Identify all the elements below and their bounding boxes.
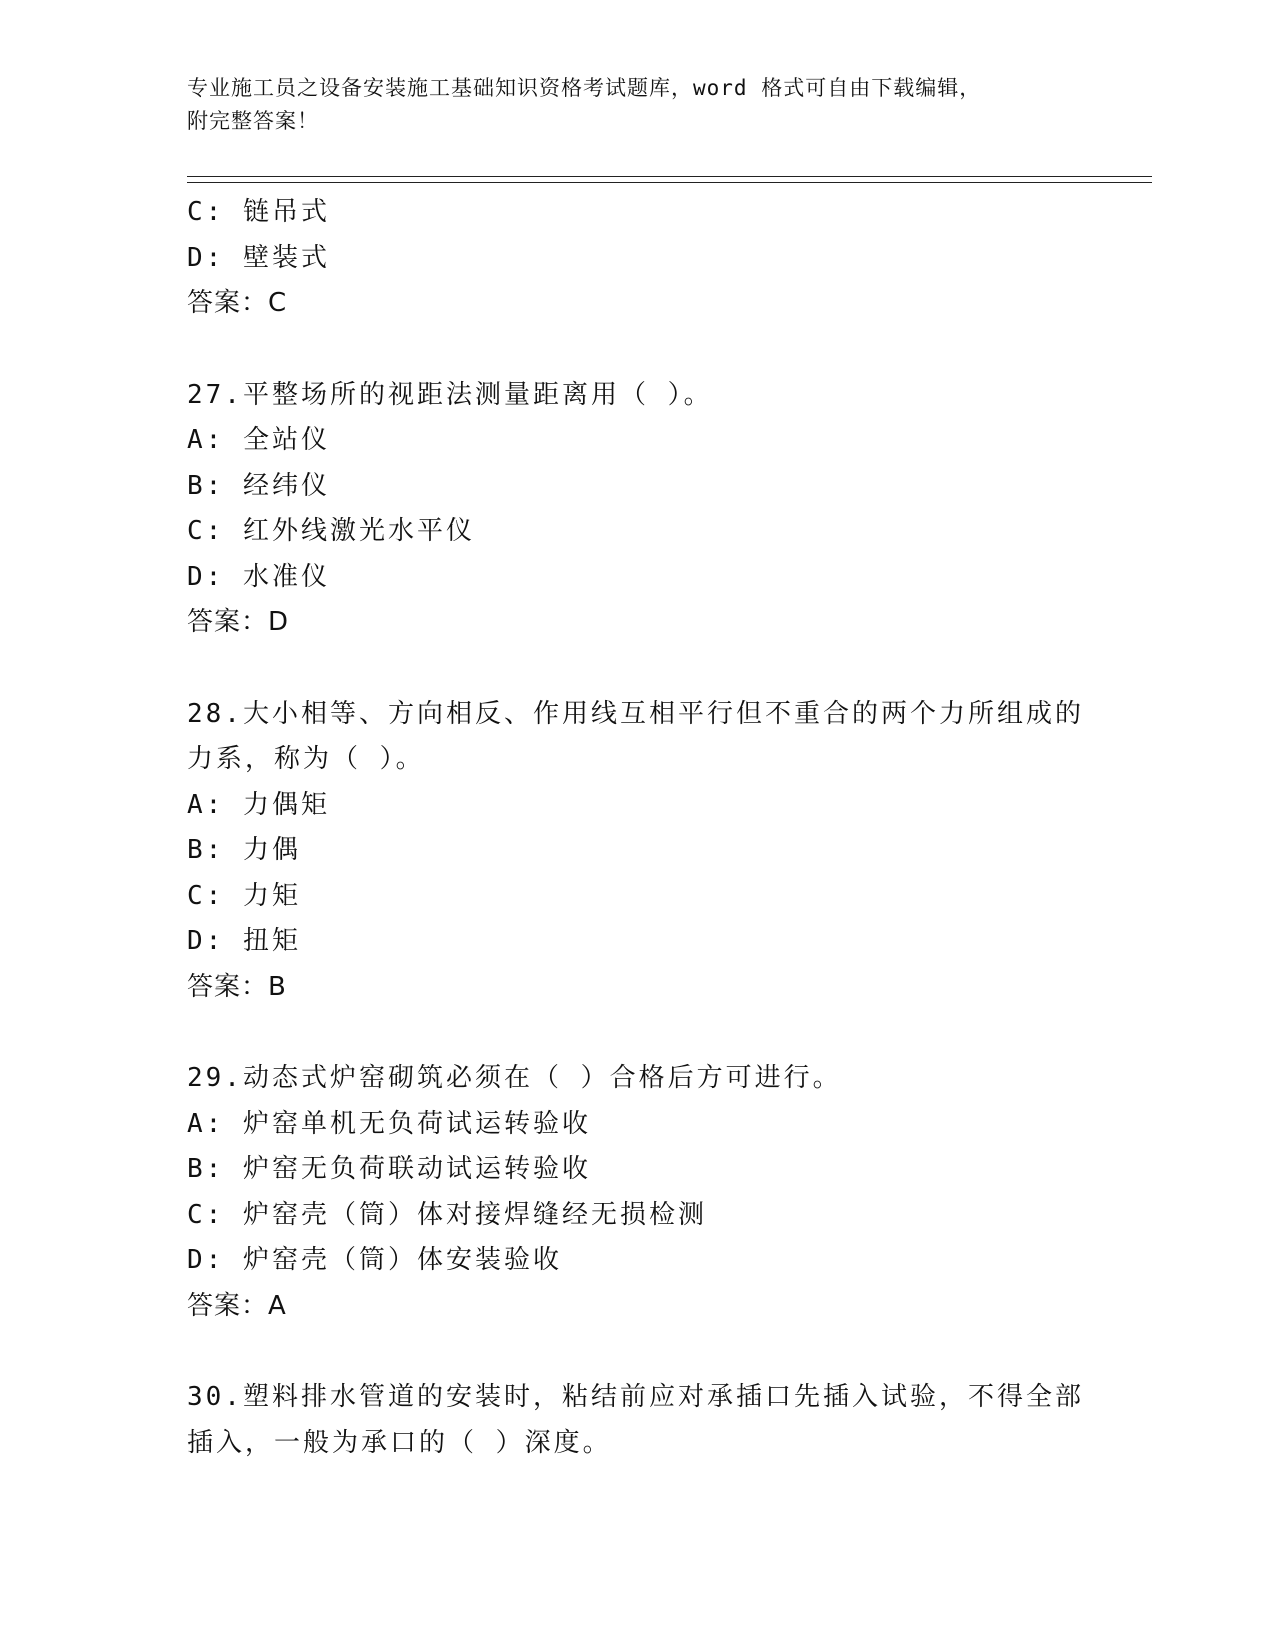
spacer	[187, 327, 1087, 373]
option-c: C: 链吊式	[187, 197, 330, 227]
question-content	[187, 190, 1087, 1466]
document-header	[187, 72, 1067, 138]
option-a: A: 炉窑单机无负荷试运转验收	[187, 1108, 591, 1139]
answer-line: 答案：D	[187, 607, 290, 637]
header-rule-top	[187, 176, 1152, 177]
option-b: B: 炉窑无负荷联动试运转验收	[187, 1154, 591, 1184]
answer-line: 答案：B	[187, 971, 287, 1002]
option-b: B: 经纬仪	[187, 470, 330, 501]
header-line-2: 附完整答案！	[187, 109, 319, 133]
option-d: D: 炉窑壳（筒）体安装验收	[187, 1245, 562, 1275]
question-28	[187, 692, 1087, 1011]
option-d: D: 扭矩	[187, 926, 301, 956]
option-c: C: 炉窑壳（筒）体对接焊缝经无损检测	[187, 1199, 707, 1230]
question-text: 27.平整场所的视距法测量距离用（ ）。	[187, 379, 713, 410]
question-29	[187, 1056, 1087, 1329]
option-d: D: 壁装式	[187, 242, 330, 273]
option-a: A: 力偶矩	[187, 789, 330, 820]
question-text: 29.动态式炉窑砌筑必须在（ ）合格后方可进行。	[187, 1063, 842, 1093]
question-text-continued: 插入，一般为承口的（ ）深度。	[187, 1427, 612, 1458]
question-30	[187, 1375, 1087, 1466]
option-c: C: 红外线激光水平仪	[187, 516, 475, 546]
question-text: 30.塑料排水管道的安装时，粘结前应对承插口先插入试验，不得全部	[187, 1382, 1084, 1412]
header-line-1: 专业施工员之设备安装施工基础知识资格考试题库，word 格式可自由下载编辑，	[187, 76, 982, 100]
header-rule-bottom	[187, 182, 1152, 183]
answer-line: 答案：C	[187, 288, 288, 318]
spacer	[187, 646, 1087, 692]
option-a: A: 全站仪	[187, 425, 330, 455]
question-text: 28.大小相等、方向相反、作用线互相平行但不重合的两个力所组成的	[187, 698, 1084, 729]
question-text-continued: 力系，称为（ ）。	[187, 744, 425, 774]
answer-line: 答案：A	[187, 1290, 287, 1321]
option-c: C: 力矩	[187, 880, 301, 911]
option-b: B: 力偶	[187, 835, 301, 865]
spacer	[187, 1010, 1087, 1056]
spacer	[187, 1329, 1087, 1375]
previous-question-tail	[187, 190, 1087, 327]
question-27	[187, 373, 1087, 646]
option-d: D: 水准仪	[187, 561, 330, 592]
